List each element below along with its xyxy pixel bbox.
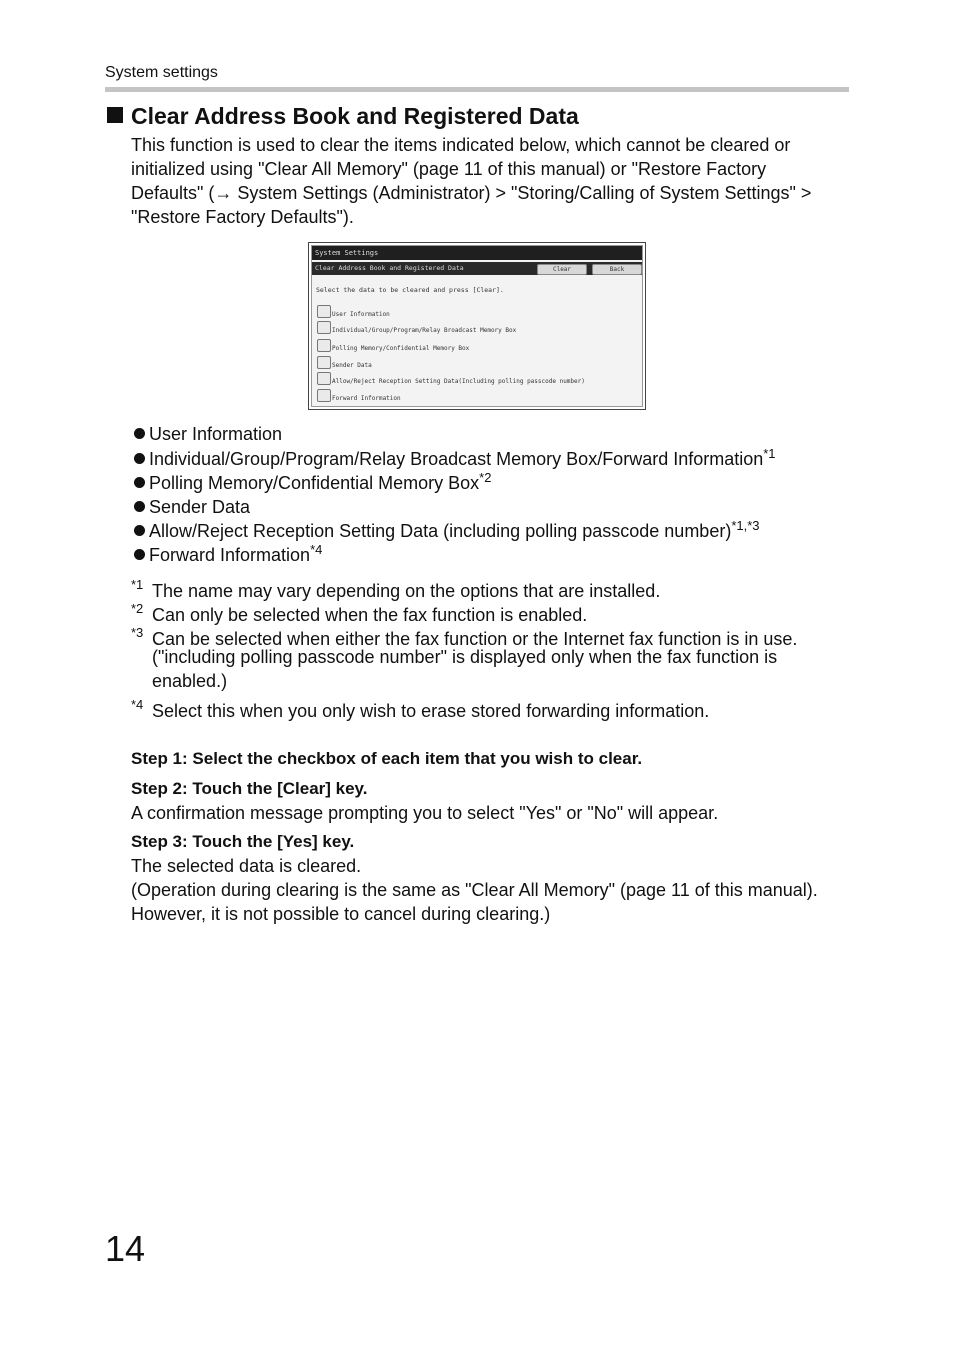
step-heading: Step 3: Touch the [Yes] key. [131,832,355,851]
footnote-continuation: ("including polling passcode number" is displayed only when the fax function is [152,647,778,667]
footnote-ref: *4 [310,542,323,557]
back-button[interactable]: Back [592,264,642,275]
list-item: Polling Memory/Confidential Memory Box$^{*2}$ [134,473,491,494]
step-text: However, it is not possible to cancel during clearing.) [131,904,551,924]
list-item: User Information [134,424,282,445]
checkbox[interactable] [317,305,331,318]
page-number: 14 [105,1228,146,1269]
checkbox[interactable] [317,321,331,334]
footnote-ref: *1 [763,446,776,461]
screenshot-panel [308,242,646,410]
checkbox-item[interactable]: Sender Data [317,356,372,370]
checkbox[interactable] [317,356,331,369]
bullet-dot-icon [134,501,145,512]
footnote-mark: *1 [131,577,144,592]
intro-line: This function is used to clear the items indicated below, which cannot be cleared or [131,135,791,155]
intro-line: initialized using "Clear All Memory" (page 11 of this manual) or "Restore Factory [131,159,767,179]
list-item: Sender Data [134,497,250,518]
screen-title-bar: Clear Address Book and Registered Data [312,262,642,275]
screen-prompt: Select the data to be cleared and press [Clear]. [316,286,504,294]
step-heading: Step 1: Select the checkbox of each item that you wish to clear. [131,749,643,768]
bullet-dot-icon [134,525,145,536]
checkbox[interactable] [317,339,331,352]
step-text: A confirmation message prompting you to select "Yes" or "No" will appear. [131,803,719,823]
checkbox-item[interactable]: Allow/Reject Reception Setting Data(Including polling passcode number) [317,372,585,386]
intro-paragraph [131,133,841,229]
checkbox-item[interactable]: Forward Information [317,389,401,403]
bullet-dot-icon [134,453,145,464]
footnote: *4 Select this when you only wish to erase stored forwarding information. [131,693,709,723]
footnote: *1 The name may vary depending on the options that are installed. [131,573,660,603]
step-heading: Step 2: Touch the [Clear] key. [131,779,368,798]
checkbox-item[interactable]: Polling Memory/Confidential Memory Box [317,339,469,353]
section-title-text: Clear Address Book and Registered Data [131,103,579,129]
footnote-ref: *1,*3 [731,518,760,533]
footnote-mark: *4 [131,697,144,712]
checkbox[interactable] [317,389,331,402]
checkbox-item[interactable]: User Information [317,305,390,319]
step-text: (Operation during clearing is the same as "Clear All Memory" (page 11 of this manual). [131,880,818,900]
checkbox[interactable] [317,372,331,385]
bullet-dot-icon [134,477,145,488]
footnote: *2 Can only be selected when the fax function is enabled. [131,597,587,627]
footnote-mark: *3 [131,625,144,640]
intro-line: "Restore Factory Defaults"). [131,207,354,227]
list-item: Allow/Reject Reception Setting Data (including polling passcode number)$^{*1,*3}$ [134,521,760,542]
list-item: Individual/Group/Program/Relay Broadcast Memory Box/Forward Information$^{*1}$ [134,449,776,470]
footnote-continuation: enabled.) [152,671,228,691]
footnote-mark: *2 [131,601,144,616]
checkbox-item[interactable]: Individual/Group/Program/Relay Broadcast Memory Box [317,321,516,335]
section-title [107,103,579,130]
clear-button[interactable]: Clear [537,264,587,275]
square-bullet-icon [107,107,123,123]
list-item: Forward Information$^{*4}$ [134,545,322,566]
footnote-ref: *2 [479,470,492,485]
bullet-dot-icon [134,428,145,439]
step-text: The selected data is cleared. [131,856,362,876]
screen-window-title: System Settings [312,246,642,260]
header-rule [105,87,849,92]
bullet-dot-icon [134,549,145,560]
footnote: *3 Can be selected when either the fax function or the Internet fax function is in use. [131,621,797,651]
running-header: System settings [105,64,218,81]
screenshot-screen [311,245,643,407]
intro-line: Defaults" (→ System Settings (Administrator) > "Storing/Calling of System Settings" > [131,183,812,203]
